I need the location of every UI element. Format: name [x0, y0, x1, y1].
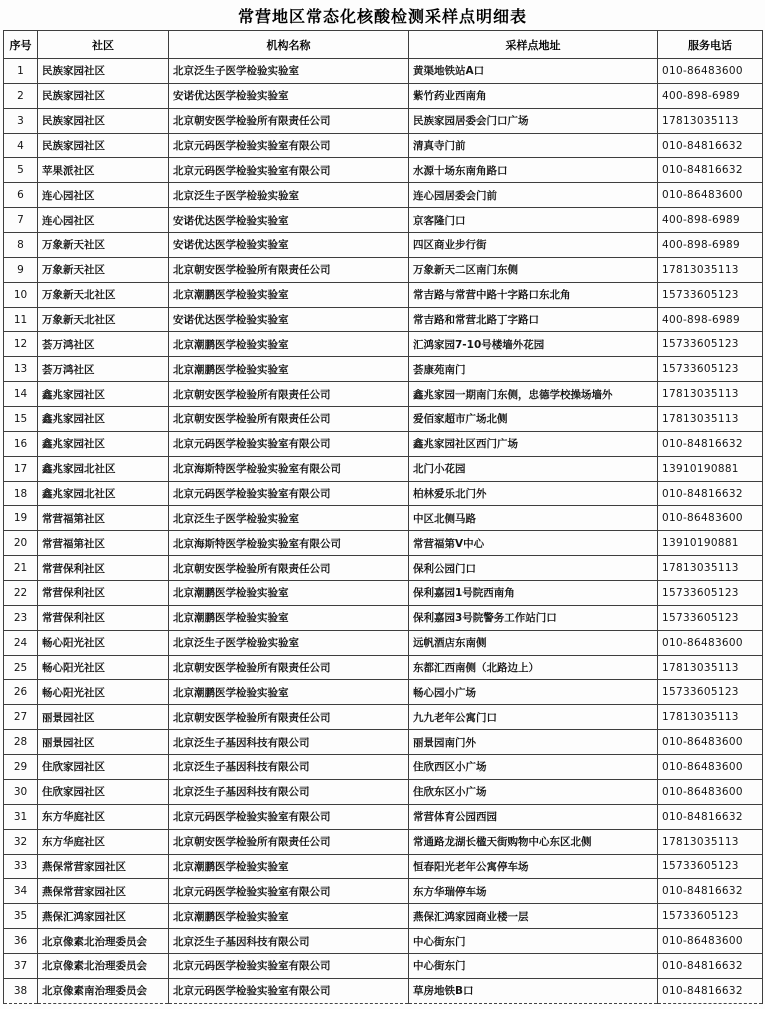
cell-community: 北京像素南治理委员会 — [38, 978, 169, 1003]
cell-institution: 北京朝安医学检验所有限责任公司 — [169, 108, 409, 133]
table-row — [4, 233, 763, 258]
cell-serial-number: 12 — [4, 332, 38, 357]
cell-institution: 北京潮鹏医学检验实验室 — [169, 357, 409, 382]
cell-institution: 北京元码医学检验实验室有限公司 — [169, 481, 409, 506]
cell-community: 东方华庭社区 — [38, 804, 169, 829]
cell-address: 常通路龙湖长楹天街购物中心东区北侧 — [409, 829, 658, 854]
cell-serial-number: 35 — [4, 904, 38, 929]
cell-community: 北京像素北治理委员会 — [38, 953, 169, 978]
cell-serial-number: 2 — [4, 83, 38, 108]
cell-phone: 17813035113 — [658, 655, 763, 680]
cell-phone: 17813035113 — [658, 382, 763, 407]
cell-community: 连心园社区 — [38, 208, 169, 233]
cell-institution: 北京泛生子医学检验实验室 — [169, 630, 409, 655]
cell-institution: 北京元码医学检验实验室有限公司 — [169, 158, 409, 183]
table-row — [4, 208, 763, 233]
page-title: 常营地区常态化核酸检测采样点明细表 — [237, 7, 527, 26]
header-row — [4, 31, 763, 59]
cell-address: 保利嘉园1号院西南角 — [409, 581, 658, 606]
cell-community: 常营保利社区 — [38, 556, 169, 581]
cell-phone: 400-898-6989 — [658, 83, 763, 108]
cell-serial-number: 32 — [4, 829, 38, 854]
table-row — [4, 630, 763, 655]
cell-serial-number: 5 — [4, 158, 38, 183]
cell-institution: 北京泛生子基因科技有限公司 — [169, 730, 409, 755]
cell-serial-number: 8 — [4, 233, 38, 258]
cell-community: 常营福第社区 — [38, 506, 169, 531]
cell-serial-number: 29 — [4, 755, 38, 780]
table-row — [4, 481, 763, 506]
cell-institution: 北京元码医学检验实验室有限公司 — [169, 879, 409, 904]
cell-institution: 北京朝安医学检验所有限责任公司 — [169, 705, 409, 730]
cell-phone: 010-84816632 — [658, 133, 763, 158]
table-row — [4, 705, 763, 730]
cell-serial-number: 27 — [4, 705, 38, 730]
cell-institution: 北京潮鹏医学检验实验室 — [169, 605, 409, 630]
cell-address: 黄渠地铁站A口 — [409, 59, 658, 84]
cell-community: 鑫兆家园社区 — [38, 431, 169, 456]
cell-phone: 010-86483600 — [658, 183, 763, 208]
cell-address: 清真寺门前 — [409, 133, 658, 158]
cell-community: 荟万鸿社区 — [38, 332, 169, 357]
cell-serial-number: 34 — [4, 879, 38, 904]
cell-institution: 北京泛生子医学检验实验室 — [169, 59, 409, 84]
column-header-phone: 服务电话 — [658, 31, 763, 59]
table-row — [4, 183, 763, 208]
cell-phone: 010-84816632 — [658, 953, 763, 978]
cell-community: 住欣家园社区 — [38, 779, 169, 804]
cell-serial-number: 10 — [4, 282, 38, 307]
cell-serial-number: 4 — [4, 133, 38, 158]
cell-address: 远帆酒店东南侧 — [409, 630, 658, 655]
cell-address: 柏林爱乐北门外 — [409, 481, 658, 506]
cell-phone: 010-86483600 — [658, 59, 763, 84]
cell-community: 民族家园社区 — [38, 133, 169, 158]
table-row — [4, 655, 763, 680]
table-row — [4, 755, 763, 780]
cell-phone: 010-86483600 — [658, 506, 763, 531]
cell-phone: 400-898-6989 — [658, 307, 763, 332]
cell-institution: 北京朝安医学检验所有限责任公司 — [169, 257, 409, 282]
cell-institution: 北京元码医学检验实验室有限公司 — [169, 133, 409, 158]
table-row — [4, 133, 763, 158]
cell-community: 常营保利社区 — [38, 581, 169, 606]
cell-phone: 010-86483600 — [658, 755, 763, 780]
cell-phone: 010-84816632 — [658, 978, 763, 1003]
table-row — [4, 307, 763, 332]
cell-community: 民族家园社区 — [38, 83, 169, 108]
cell-institution: 北京元码医学检验实验室有限公司 — [169, 431, 409, 456]
cell-serial-number: 21 — [4, 556, 38, 581]
table-row — [4, 357, 763, 382]
cell-phone: 17813035113 — [658, 556, 763, 581]
cell-institution: 北京潮鹏医学检验实验室 — [169, 581, 409, 606]
cell-phone: 17813035113 — [658, 705, 763, 730]
cell-address: 丽景园南门外 — [409, 730, 658, 755]
cell-serial-number: 3 — [4, 108, 38, 133]
cell-phone: 15733605123 — [658, 357, 763, 382]
cell-institution: 北京潮鹏医学检验实验室 — [169, 680, 409, 705]
cell-phone: 010-86483600 — [658, 779, 763, 804]
table-row — [4, 158, 763, 183]
cell-community: 住欣家园社区 — [38, 755, 169, 780]
cell-phone: 010-86483600 — [658, 730, 763, 755]
cell-institution: 北京海斯特医学检验实验室有限公司 — [169, 456, 409, 481]
cell-serial-number: 7 — [4, 208, 38, 233]
cell-address: 连心园居委会门前 — [409, 183, 658, 208]
cell-community: 畅心阳光社区 — [38, 655, 169, 680]
cell-serial-number: 23 — [4, 605, 38, 630]
cell-phone: 010-84816632 — [658, 879, 763, 904]
cell-community: 鑫兆家园北社区 — [38, 481, 169, 506]
cell-institution: 安诺优达医学检验实验室 — [169, 307, 409, 332]
cell-community: 万象新天社区 — [38, 257, 169, 282]
sampling-points-table — [3, 30, 763, 1004]
table-row — [4, 556, 763, 581]
table-row — [4, 779, 763, 804]
table-row — [4, 59, 763, 84]
cell-institution: 北京潮鹏医学检验实验室 — [169, 854, 409, 879]
cell-community: 荟万鸿社区 — [38, 357, 169, 382]
cell-community: 常营保利社区 — [38, 605, 169, 630]
table-row — [4, 904, 763, 929]
cell-serial-number: 1 — [4, 59, 38, 84]
cell-phone: 13910190881 — [658, 531, 763, 556]
cell-address: 常吉路和常营北路丁字路口 — [409, 307, 658, 332]
table-row — [4, 854, 763, 879]
cell-phone: 15733605123 — [658, 680, 763, 705]
table-row — [4, 407, 763, 432]
cell-community: 万象新天北社区 — [38, 282, 169, 307]
cell-phone: 010-84816632 — [658, 431, 763, 456]
table-row — [4, 506, 763, 531]
cell-institution: 北京泛生子基因科技有限公司 — [169, 929, 409, 954]
cell-address: 京客隆门口 — [409, 208, 658, 233]
table-row — [4, 680, 763, 705]
cell-serial-number: 36 — [4, 929, 38, 954]
cell-address: 中心街东门 — [409, 929, 658, 954]
cell-serial-number: 31 — [4, 804, 38, 829]
cell-community: 常营福第社区 — [38, 531, 169, 556]
cell-serial-number: 24 — [4, 630, 38, 655]
cell-community: 连心园社区 — [38, 183, 169, 208]
cell-community: 苹果派社区 — [38, 158, 169, 183]
cell-community: 民族家园社区 — [38, 108, 169, 133]
cell-phone: 17813035113 — [658, 829, 763, 854]
cell-institution: 北京元码医学检验实验室有限公司 — [169, 804, 409, 829]
table-row — [4, 730, 763, 755]
table-row — [4, 108, 763, 133]
table-row — [4, 282, 763, 307]
cell-community: 万象新天北社区 — [38, 307, 169, 332]
cell-address: 恒春阳光老年公寓停车场 — [409, 854, 658, 879]
cell-institution: 北京潮鹏医学检验实验室 — [169, 332, 409, 357]
cell-community: 丽景园社区 — [38, 705, 169, 730]
cell-institution: 北京朝安医学检验所有限责任公司 — [169, 556, 409, 581]
cell-address: 常吉路与常营中路十字路口东北角 — [409, 282, 658, 307]
cell-serial-number: 28 — [4, 730, 38, 755]
cell-community: 畅心阳光社区 — [38, 630, 169, 655]
cell-phone: 400-898-6989 — [658, 208, 763, 233]
cell-community: 鑫兆家园北社区 — [38, 456, 169, 481]
cell-address: 汇鸿家园7-10号楼墙外花园 — [409, 332, 658, 357]
cell-address: 东都汇西南侧（北路边上） — [409, 655, 658, 680]
cell-community: 燕保汇鸿家园社区 — [38, 904, 169, 929]
cell-institution: 北京海斯特医学检验实验室有限公司 — [169, 531, 409, 556]
cell-phone: 15733605123 — [658, 605, 763, 630]
cell-community: 东方华庭社区 — [38, 829, 169, 854]
cell-institution: 北京朝安医学检验所有限责任公司 — [169, 382, 409, 407]
column-header-community: 社区 — [38, 31, 169, 59]
cell-address: 常营福第V中心 — [409, 531, 658, 556]
table-row — [4, 531, 763, 556]
cell-institution: 北京元码医学检验实验室有限公司 — [169, 953, 409, 978]
cell-address: 保利嘉园3号院警务工作站门口 — [409, 605, 658, 630]
cell-serial-number: 38 — [4, 978, 38, 1003]
cell-phone: 15733605123 — [658, 854, 763, 879]
cell-phone: 17813035113 — [658, 257, 763, 282]
cell-community: 燕保常营家园社区 — [38, 854, 169, 879]
cell-address: 常营体育公园西园 — [409, 804, 658, 829]
cell-institution: 北京潮鹏医学检验实验室 — [169, 904, 409, 929]
cell-phone: 400-898-6989 — [658, 233, 763, 258]
cell-phone: 010-86483600 — [658, 630, 763, 655]
table-row — [4, 978, 763, 1003]
cell-address: 保利公园门口 — [409, 556, 658, 581]
table-row — [4, 953, 763, 978]
cell-community: 丽景园社区 — [38, 730, 169, 755]
cell-institution: 北京朝安医学检验所有限责任公司 — [169, 829, 409, 854]
cell-phone: 010-84816632 — [658, 158, 763, 183]
cell-address: 水源十场东南角路口 — [409, 158, 658, 183]
cell-serial-number: 20 — [4, 531, 38, 556]
column-header-address: 采样点地址 — [409, 31, 658, 59]
cell-serial-number: 37 — [4, 953, 38, 978]
column-header-no: 序号 — [4, 31, 38, 59]
cell-serial-number: 18 — [4, 481, 38, 506]
cell-address: 紫竹药业西南角 — [409, 83, 658, 108]
cell-phone: 17813035113 — [658, 407, 763, 432]
cell-serial-number: 19 — [4, 506, 38, 531]
cell-phone: 010-84816632 — [658, 804, 763, 829]
cell-serial-number: 14 — [4, 382, 38, 407]
cell-address: 鑫兆家园社区西门广场 — [409, 431, 658, 456]
table-row — [4, 382, 763, 407]
cell-serial-number: 25 — [4, 655, 38, 680]
cell-address: 东方华瑞停车场 — [409, 879, 658, 904]
cell-address: 爱佰家超市广场北侧 — [409, 407, 658, 432]
cell-address: 鑫兆家园一期南门东侧，忠德学校操场墙外 — [409, 382, 658, 407]
table-row — [4, 829, 763, 854]
cell-serial-number: 22 — [4, 581, 38, 606]
cell-phone: 13910190881 — [658, 456, 763, 481]
cell-serial-number: 6 — [4, 183, 38, 208]
cell-institution: 安诺优达医学检验实验室 — [169, 233, 409, 258]
cell-community: 燕保常营家园社区 — [38, 879, 169, 904]
cell-phone: 15733605123 — [658, 581, 763, 606]
cell-address: 中区北侧马路 — [409, 506, 658, 531]
cell-phone: 15733605123 — [658, 332, 763, 357]
cell-community: 鑫兆家园社区 — [38, 407, 169, 432]
cell-serial-number: 33 — [4, 854, 38, 879]
table-row — [4, 929, 763, 954]
column-header-institution: 机构名称 — [169, 31, 409, 59]
table-row — [4, 456, 763, 481]
cell-community: 北京像素北治理委员会 — [38, 929, 169, 954]
cell-institution: 北京泛生子基因科技有限公司 — [169, 755, 409, 780]
table-row — [4, 83, 763, 108]
cell-phone: 010-86483600 — [658, 929, 763, 954]
cell-institution: 北京朝安医学检验所有限责任公司 — [169, 407, 409, 432]
cell-serial-number: 9 — [4, 257, 38, 282]
table-row — [4, 257, 763, 282]
cell-address: 四区商业步行街 — [409, 233, 658, 258]
cell-address: 北门小花园 — [409, 456, 658, 481]
cell-community: 鑫兆家园社区 — [38, 382, 169, 407]
cell-phone: 17813035113 — [658, 108, 763, 133]
cell-address: 荟康苑南门 — [409, 357, 658, 382]
table-row — [4, 332, 763, 357]
cell-community: 万象新天社区 — [38, 233, 169, 258]
cell-serial-number: 11 — [4, 307, 38, 332]
cell-institution: 北京泛生子医学检验实验室 — [169, 183, 409, 208]
cell-institution: 北京元码医学检验实验室有限公司 — [169, 978, 409, 1003]
table-row — [4, 581, 763, 606]
cell-institution: 安诺优达医学检验实验室 — [169, 83, 409, 108]
cell-serial-number: 16 — [4, 431, 38, 456]
cell-institution: 北京泛生子医学检验实验室 — [169, 506, 409, 531]
cell-serial-number: 26 — [4, 680, 38, 705]
cell-serial-number: 30 — [4, 779, 38, 804]
cell-address: 草房地铁B口 — [409, 978, 658, 1003]
cell-address: 畅心园小广场 — [409, 680, 658, 705]
cell-address: 中心街东门 — [409, 953, 658, 978]
cell-address: 民族家园居委会门口广场 — [409, 108, 658, 133]
table-row — [4, 605, 763, 630]
cell-serial-number: 13 — [4, 357, 38, 382]
cell-institution: 北京泛生子基因科技有限公司 — [169, 779, 409, 804]
cell-institution: 安诺优达医学检验实验室 — [169, 208, 409, 233]
cell-institution: 北京朝安医学检验所有限责任公司 — [169, 655, 409, 680]
cell-serial-number: 15 — [4, 407, 38, 432]
cell-phone: 15733605123 — [658, 282, 763, 307]
cell-institution: 北京潮鹏医学检验实验室 — [169, 282, 409, 307]
cell-address: 燕保汇鸿家园商业楼一层 — [409, 904, 658, 929]
table-row — [4, 879, 763, 904]
cell-address: 住欣西区小广场 — [409, 755, 658, 780]
table-row — [4, 804, 763, 829]
table-row — [4, 431, 763, 456]
cell-community: 畅心阳光社区 — [38, 680, 169, 705]
cell-phone: 010-84816632 — [658, 481, 763, 506]
cell-address: 九九老年公寓门口 — [409, 705, 658, 730]
cell-serial-number: 17 — [4, 456, 38, 481]
cell-community: 民族家园社区 — [38, 59, 169, 84]
cell-address: 住欣东区小广场 — [409, 779, 658, 804]
table-body — [4, 59, 763, 1004]
cell-address: 万象新天二区南门东侧 — [409, 257, 658, 282]
cell-phone: 15733605123 — [658, 904, 763, 929]
